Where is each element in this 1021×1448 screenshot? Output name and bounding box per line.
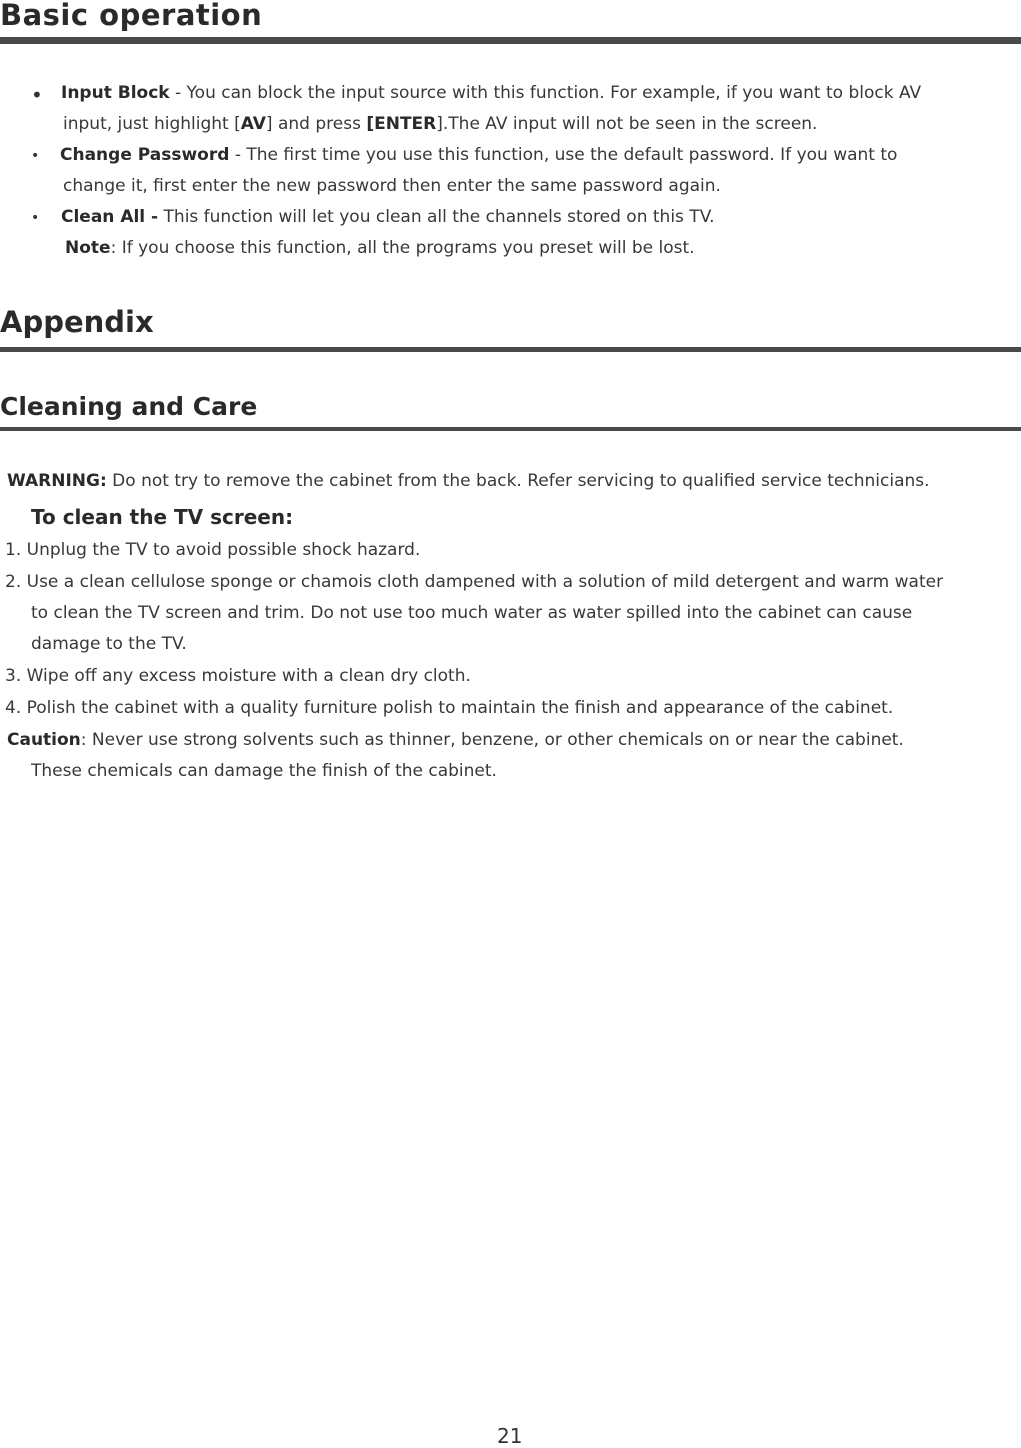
step-2-line1: 2. Use a clean cellulose sponge or chamois cloth dampened with a solution of mild detergent and warm water [5,572,944,592]
note-label: Note [65,238,111,258]
warning-label: WARNING: [7,471,107,491]
page-number: 21 [497,1424,523,1448]
cleaning-rule [0,427,1021,431]
clean-all-label: Clean All - [61,207,159,227]
step-4: 4. Polish the cabinet with a quality furniture polish to maintain the finish and appearance of the cabinet. [5,698,894,718]
warning-line [7,471,930,491]
bullet-icon: • [31,148,40,164]
to-clean-subhead: To clean the TV screen: [31,505,294,529]
bullet-icon: • [31,83,43,107]
input-block-sep: - [169,83,187,103]
step-1: 1. Unplug the TV to avoid possible shock hazard. [5,540,421,560]
appendix-rule [0,347,1021,352]
caution-line [7,730,904,750]
page-title-basic-operation: Basic operation [0,0,263,32]
input-block-line2-mid: ] and press [265,114,367,134]
input-block-line2-post: ].The AV input will not be seen in the screen. [436,114,818,134]
change-password-line1 [60,145,897,165]
input-block-text: You can block the input source with this function. For example, if you want to block AV [186,83,922,103]
change-password-text: The first time you use this function, use the default password. If you want to [246,145,898,165]
input-block-line2-pre: input, just highlight [ [63,114,241,134]
clean-all-text: This function will let you clean all the channels stored on this TV. [158,207,715,227]
input-block-line1 [61,83,921,103]
change-password-line2: change it, first enter the new password then enter the same password again. [63,176,721,196]
clean-all-note [65,238,695,258]
step-2-line2: to clean the TV screen and trim. Do not use too much water as water spilled into the cabinet can cause [31,603,913,623]
input-block-line2 [63,114,817,134]
caution-text: : Never use strong solvents such as thinner, benzene, or other chemicals on or near the cabinet. [80,730,904,750]
caution-line2: These chemicals can damage the finish of the cabinet. [31,761,497,781]
change-password-label: Change Password [60,145,230,165]
title-rule [0,37,1021,44]
caution-label: Caution [7,730,81,750]
step-2-line3: damage to the TV. [31,634,187,654]
appendix-title: Appendix [0,305,154,339]
enter-key-label: [ENTER [366,114,437,134]
step-3: 3. Wipe off any excess moisture with a clean dry cloth. [5,666,471,686]
warning-text: Do not try to remove the cabinet from the back. Refer servicing to qualified service technicians. [106,471,930,491]
bullet-icon: • [31,210,40,226]
cleaning-title: Cleaning and Care [0,392,258,421]
av-key-label: AV [240,114,266,134]
change-password-sep: - [229,145,247,165]
clean-all-line1 [61,207,715,227]
note-text: : If you choose this function, all the programs you preset will be lost. [110,238,695,258]
input-block-label: Input Block [61,83,170,103]
